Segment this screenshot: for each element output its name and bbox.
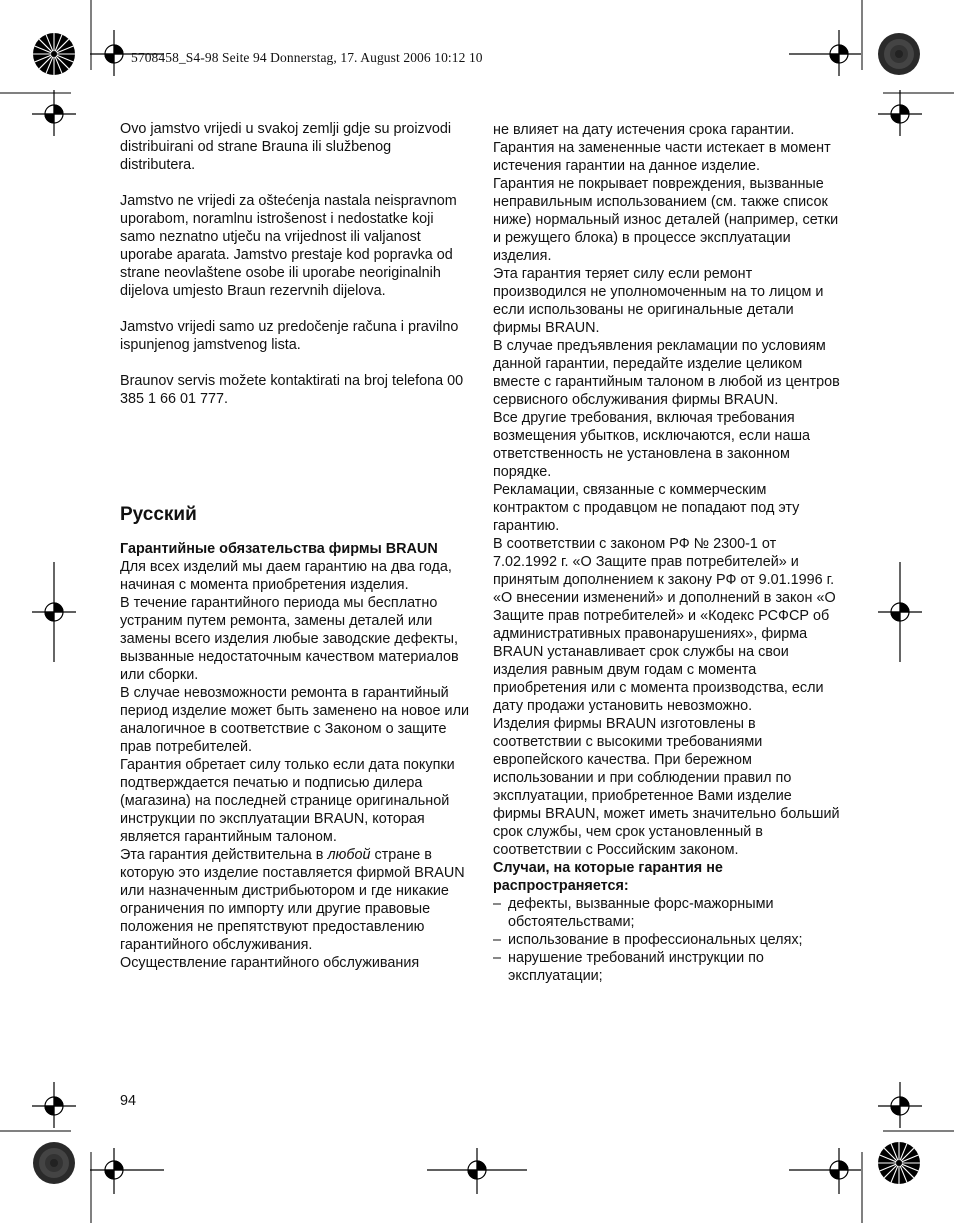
paragraph: В случае предъявления рекламации по условиям данной гарантии, передайте изделие целиком вместе с гарантийным талоном в любой из центров сервисного обслуживания фирмы BRAUN. (493, 338, 840, 408)
paragraph: Гарантия обретает силу только если дата покупки подтверждается печатью и подписью дилера (магазина) на последней странице оригинальной инструкции по эксплуатации BRAUN, которая является гарантийным талоном. (120, 757, 455, 845)
warranty-heading: Гарантийные обязательства фирмы BRAUN (120, 541, 438, 557)
right-column (493, 121, 843, 985)
paragraph: Все другие требования, включая требования возмещения убытков, исключаются, если наша ответственность не установлена в законном порядке. (493, 410, 811, 480)
text-span: Эта гарантия действительна в (120, 847, 328, 863)
paragraph: Jamstvo vrijedi samo uz predočenje računa i pravilno ispunjenog jamstvenog lista. (120, 319, 459, 353)
paragraph: Jamstvo ne vrijedi za oštećenja nastala neispravnom uporabom, noramlnu istrošenost i nedostatke koji samo neznatno utječu na vrijednost ili valjanost uporabe aparata. Jamstvo prestaje kod popravka od strane neovlaštene osobe ili uporabe neoriginalnih dijelova umjesto Braun rezervnih dijelova. (120, 193, 457, 299)
paragraph: Ovo jamstvo vrijedi u svakoj zemlji gdje su proizvodi distribuirani od strane Brauna ili službenog distributera. (120, 121, 452, 173)
emphasis: любой (327, 847, 371, 863)
paragraph: В соответствии с законом РФ № 2300-1 от 7.02.1992 г. «О Защите прав потребителей» и принятым дополнением к закону РФ от 9.01.1996 г. «О внесении изменений» и дополнений в закон «О Защите прав потребителей» и «Кодекс РСФСР об административных правонарушениях», фирма BRAUN устанавливает срок службы на свои изделия равным двум годам с момента приобретения или с момента производства, если дату продажи установить невозможно. (493, 536, 836, 714)
list-item: – использование в профессиональных целях; (493, 931, 843, 949)
paragraph: Рекламации, связанные с коммерческим контрактом с продавцом не попадают под эту гарантию. (493, 482, 800, 534)
list-item: – дефекты, вызванные форс-мажорными обстоятельствами; (493, 895, 843, 931)
print-slug-line: 5708458_S4-98 Seite 94 Donnerstag, 17. August 2006 10:12 10 (131, 50, 483, 65)
text-span: стране в которую это изделие поставляется фирмой BRAUN или назначенным дистрибьютором и где никакие ограничения по импорту или другие правовые положения не препятствуют предоставлению гарантийного обслуживания. (120, 847, 465, 953)
exclusions-list (493, 895, 843, 985)
paragraph: Осуществление гарантийного обслуживания (120, 955, 420, 971)
paragraph: В случае невозможности ремонта в гарантийный период изделие может быть заменено на новое или аналогичное в соответствие с Законом о защите прав потребителей. (120, 685, 470, 755)
paragraph (120, 846, 470, 954)
left-column (120, 120, 470, 972)
exclusions-heading: Случаи, на которые гарантия не распространяется: (493, 860, 723, 894)
paragraph: Braunov servis možete kontaktirati na broj telefona 00 385 1 66 01 777. (120, 373, 464, 407)
language-heading: Русский (120, 504, 197, 525)
list-item: – нарушение требований инструкции по эксплуатации; (493, 949, 843, 985)
paragraph: Для всех изделий мы даем гарантию на два года, начиная с момента приобретения изделия. (120, 559, 452, 593)
paragraph: Изделия фирмы BRAUN изготовлены в соответствии с высокими требованиями европейского качества. При бережном использовании и при соблюдении правил по эксплуатации, приобретенное Вами изделие фирмы BRAUN, может иметь значительно больший срок службы, чем срок установленный в соответствии с Российским законом. (493, 716, 840, 858)
paragraph: Гарантия не покрывает повреждения, вызванные неправильным использованием (см. также список ниже) нормальный износ деталей (например, сетки и режущего блока) в процессе эксплуатации изделия. (493, 176, 839, 264)
page-number: 94 (120, 1093, 137, 1109)
paragraph: не влияет на дату истечения срока гарантии. Гарантия на замененные части истекает в момент истечения гарантии на данное изделие. (493, 122, 831, 174)
paragraph: Эта гарантия теряет силу если ремонт производился не уполномоченным на то лицом и если использованы не оригинальные детали фирмы BRAUN. (493, 266, 824, 336)
paragraph: В течение гарантийного периода мы бесплатно устраним путем ремонта, замены деталей или замены всего изделия любые заводские дефекты, вызванные недостаточным качеством материалов или сборки. (120, 595, 459, 683)
